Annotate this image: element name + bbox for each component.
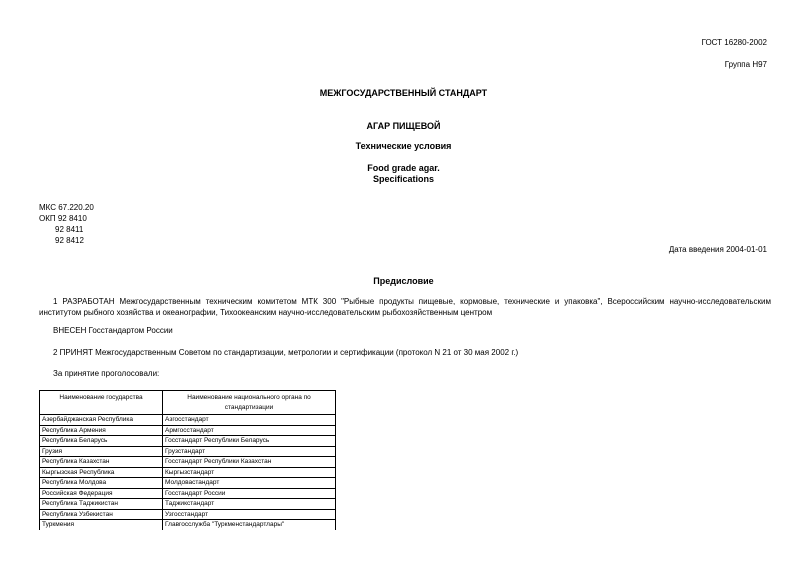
table-row — [40, 509, 336, 520]
preface-heading: Предисловие — [373, 276, 434, 286]
standard-heading: МЕЖГОСУДАРСТВЕННЫЙ СТАНДАРТ — [319, 88, 488, 98]
state-name-cell: Грузия — [40, 446, 163, 457]
standards-body-cell: Госстандарт Республики Беларусь — [163, 436, 336, 447]
standards-body-cell: Грузстандарт — [163, 446, 336, 457]
standards-body-cell: Главгосслужба "Туркменстандартлары" — [163, 520, 336, 530]
table-row — [40, 488, 336, 499]
table-header-row — [40, 391, 336, 415]
document-title: АГАР ПИЩЕВОЙ — [366, 121, 441, 131]
table-header-state: Наименование государства — [40, 391, 163, 415]
standards-body-cell: Азгосстандарт — [163, 415, 336, 426]
state-name-cell: Азербайджанская Республика — [40, 415, 163, 426]
preface-paragraph-2: ВНЕСЕН Госстандартом России — [53, 326, 173, 335]
state-name-cell: Кыргызская Республика — [40, 467, 163, 478]
state-name-cell: Республика Таджикистан — [40, 499, 163, 510]
preface-paragraph-3: 2 ПРИНЯТ Межгосударственным Советом по стандартизации, метрологии и сертификации (протокол N 21 от 30 мая 2002 г.) — [53, 348, 519, 357]
mks-code: МКС 67.220.20 — [39, 203, 94, 212]
state-name-cell: Республика Беларусь — [40, 436, 163, 447]
intro-date: Дата введения 2004-01-01 — [668, 245, 767, 254]
table-row — [40, 499, 336, 510]
standards-body-cell: Кыргызстандарт — [163, 467, 336, 478]
english-title-line2: Specifications — [372, 174, 435, 184]
standards-body-cell: Армгосстандарт — [163, 425, 336, 436]
table-header-body: Наименование национального органа по стандартизации — [163, 391, 336, 415]
okp-code-2: 92 8411 — [55, 225, 84, 234]
table-row — [40, 415, 336, 426]
state-name-cell: Республика Армения — [40, 425, 163, 436]
table-row — [40, 478, 336, 489]
state-name-cell: Республика Узбекистан — [40, 509, 163, 520]
table-row — [40, 520, 336, 530]
table-row — [40, 467, 336, 478]
standards-body-cell: Госстандарт Республики Казахстан — [163, 457, 336, 468]
state-name-cell: Республика Молдова — [40, 478, 163, 489]
okp-code-3: 92 8412 — [55, 236, 84, 245]
state-name-cell: Туркмения — [40, 520, 163, 530]
doc-code: ГОСТ 16280-2002 — [701, 38, 767, 47]
standards-body-cell: Узгосстандарт — [163, 509, 336, 520]
okp-code-1: ОКП 92 8410 — [39, 214, 87, 223]
state-name-cell: Российская Федерация — [40, 488, 163, 499]
voting-states-table — [39, 390, 336, 530]
table-row — [40, 457, 336, 468]
state-name-cell: Республика Казахстан — [40, 457, 163, 468]
table-row — [40, 425, 336, 436]
document-subtitle: Технические условия — [355, 141, 452, 151]
standards-body-cell: Госстандарт России — [163, 488, 336, 499]
table-row — [40, 436, 336, 447]
preface-paragraph-4: За принятие проголосовали: — [53, 369, 160, 378]
group-code: Группа Н97 — [724, 60, 767, 69]
english-title-line1: Food grade agar. — [367, 163, 440, 173]
standards-body-cell: Молдовастандарт — [163, 478, 336, 489]
preface-paragraph-1: 1 РАЗРАБОТАН Межгосударственным техническим комитетом МТК 300 "Рыбные продукты пищевые, кормовые, технические и упаковка", Всероссийским научно-исследовательским институтом рыбного хозяйства и океанографии, Тихоокеанским научно-исследовательским рыбохозяйственным центром — [39, 297, 771, 317]
standards-body-cell: Таджикстандарт — [163, 499, 336, 510]
table-row — [40, 446, 336, 457]
